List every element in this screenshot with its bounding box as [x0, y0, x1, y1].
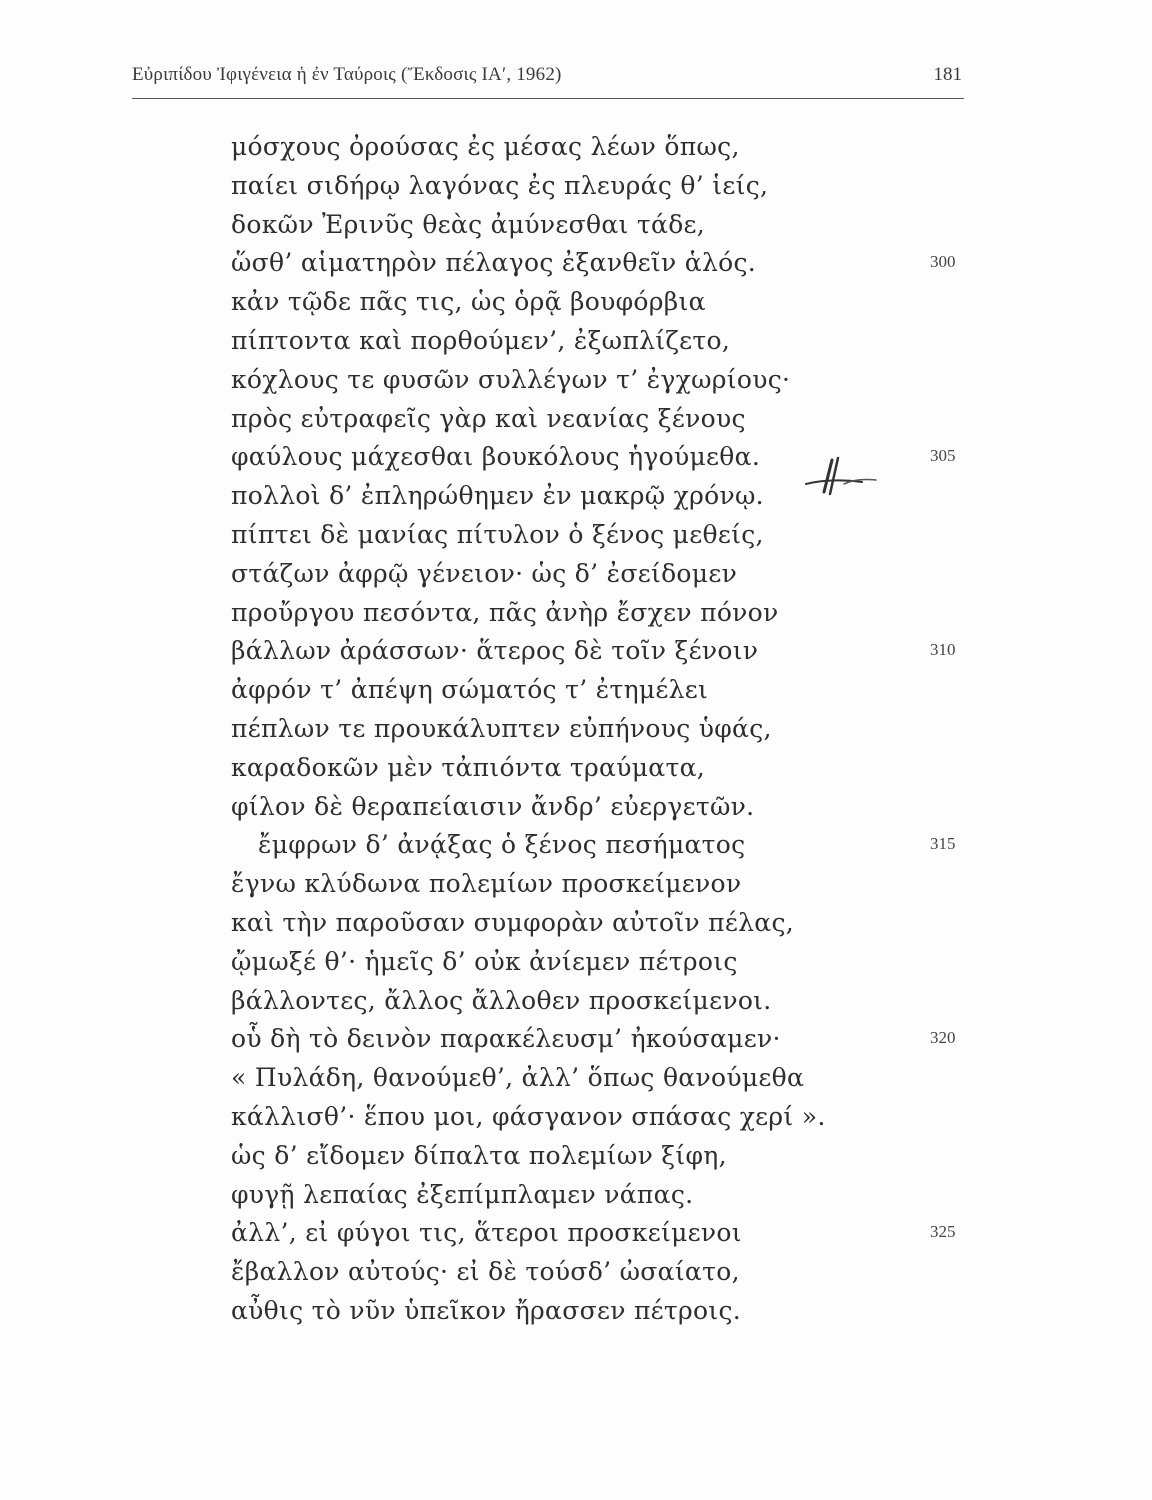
verse-text: πέπλων τε προυκάλυπτεν εὐπήνους ὑφάς, — [231, 713, 772, 743]
verse-text: ὡς δ’ εἴδομεν δίπαλτα πολεμίων ξίφη, — [231, 1140, 727, 1170]
verse-text: πίπτει δὲ μανίας πίτυλον ὁ ξένος μεθείς, — [231, 519, 764, 549]
page-number: 181 — [933, 64, 962, 85]
verse-line — [0, 1020, 1152, 1059]
verse-text: πρὸς εὐτραφεῖς γὰρ καὶ νεανίας ξένους — [231, 403, 746, 433]
verse-line — [0, 244, 1152, 283]
verse-text: ἀλλ’, εἰ φύγοι τις, ἅτεροι προσκείμενοι — [231, 1218, 742, 1248]
handwritten-mark-icon — [800, 448, 880, 508]
verse-line — [0, 710, 1152, 749]
verse-line — [0, 128, 1152, 167]
verse-text: βάλλοντες, ἄλλος ἄλλοθεν προσκείμενοι. — [231, 985, 772, 1015]
verse-line — [0, 1292, 1152, 1331]
verse-line — [0, 555, 1152, 594]
verse-text: πολλοὶ δ’ ἐπληρώθημεν ἐν μακρῷ χρόνῳ. — [231, 481, 764, 511]
verse-text: ὥσθ’ αἱματηρὸν πέλαγος ἐξανθεῖν ἁλός. — [231, 248, 757, 278]
line-number: 310 — [930, 640, 956, 660]
verse-text: παίει σιδήρῳ λαγόνας ἐς πλευράς θ’ ἱείς, — [231, 170, 769, 200]
verse-line — [0, 943, 1152, 982]
verse-line — [0, 1137, 1152, 1176]
verse-text: κἀν τῷδε πᾶς τις, ὡς ὁρᾷ βουφόρβια — [231, 287, 706, 317]
verse-line — [0, 322, 1152, 361]
line-number: 315 — [930, 834, 956, 854]
verse-line — [0, 671, 1152, 710]
verse-line — [0, 594, 1152, 633]
verse-text: αὖθις τὸ νῦν ὑπεῖκον ἤρασσεν πέτροις. — [231, 1295, 742, 1325]
verse-text: μόσχους ὀρούσας ἐς μέσας λέων ὅπως, — [231, 132, 740, 161]
page-header — [132, 60, 962, 96]
verse-line — [0, 361, 1152, 400]
verse-line — [0, 904, 1152, 943]
verse-line — [0, 1176, 1152, 1215]
verse-text: « Πυλάδη, θανούμεθ’, ἀλλ’ ὅπως θανούμεθα — [231, 1063, 805, 1093]
line-number: 320 — [930, 1028, 956, 1048]
verse-line — [0, 1098, 1152, 1137]
verse-text: φυγῇ λεπαίας ἐξεπίμπλαμεν νάπας. — [231, 1179, 694, 1209]
verse-text: πίπτοντα καὶ πορθούμεν’, ἐξωπλίζετο, — [231, 325, 731, 355]
verse-line — [0, 283, 1152, 322]
verse-text: ᾤμωξέ θ’· ἡμεῖς δ’ οὐκ ἀνίεμεν πέτροις — [231, 946, 738, 976]
verse-text: στάζων ἀφρῷ γένειον· ὡς δ’ ἐσείδομεν — [231, 558, 738, 588]
running-title: Εὐριπίδου Ἰφιγένεια ἡ ἐν Ταύροις (Ἔκδοσις ΙΑ′, 1962) — [132, 64, 562, 85]
line-number: 305 — [930, 446, 956, 466]
verse-text: δοκῶν Ἐρινῦς θεὰς ἀμύνεσθαι τάδε, — [231, 209, 706, 239]
verse-text: ἔβαλλον αὐτούς· εἰ δὲ τούσδ’ ὠσαίατο, — [231, 1257, 740, 1287]
verse-text: ἀφρόν τ’ ἀπέψη σώματός τ’ ἐτημέλει — [231, 675, 709, 705]
verse-text: φαύλους μάχεσθαι βουκόλους ἡγούμεθα. — [231, 442, 761, 472]
line-number: 325 — [930, 1222, 956, 1242]
verse-text: καὶ τὴν παροῦσαν συμφορὰν αὐτοῖν πέλας, — [231, 907, 795, 937]
verse-text: βάλλων ἀράσσων· ἅτερος δὲ τοῖν ξένοιν — [231, 636, 759, 666]
line-number: 300 — [930, 252, 956, 272]
verse-line — [0, 865, 1152, 904]
verse-line — [0, 788, 1152, 827]
verse-line — [0, 167, 1152, 206]
verse-line — [0, 1253, 1152, 1292]
verse-block — [0, 128, 1152, 1331]
verse-text: ἔγνω κλύδωνα πολεμίων προσκείμενον — [231, 869, 742, 899]
verse-line — [0, 438, 1152, 477]
verse-line — [0, 516, 1152, 555]
verse-line — [0, 826, 1152, 865]
header-rule — [132, 98, 964, 99]
verse-text: φίλον δὲ θεραπείαισιν ἄνδρ’ εὐεργετῶν. — [231, 791, 755, 821]
verse-line — [0, 400, 1152, 439]
verse-text: προὔργου πεσόντα, πᾶς ἀνὴρ ἔσχεν πόνον — [231, 597, 779, 627]
verse-text: κάλλισθ’· ἕπου μοι, φάσγανον σπάσας χερί ». — [231, 1101, 826, 1131]
verse-text: καραδοκῶν μὲν τἀπιόντα τραύματα, — [231, 752, 706, 782]
verse-text: ἔμφρων δ’ ἀνᾴξας ὁ ξένος πεσήματος — [258, 830, 746, 860]
verse-line — [0, 749, 1152, 788]
verse-text: κόχλους τε φυσῶν συλλέγων τ’ ἐγχωρίους· — [231, 364, 791, 394]
verse-line — [0, 477, 1152, 516]
verse-line — [0, 632, 1152, 671]
verse-line — [0, 206, 1152, 245]
verse-line — [0, 982, 1152, 1021]
verse-line — [0, 1214, 1152, 1253]
verse-text: οὗ δὴ τὸ δεινὸν παρακέλευσμ’ ἠκούσαμεν· — [231, 1024, 781, 1054]
verse-line — [0, 1059, 1152, 1098]
